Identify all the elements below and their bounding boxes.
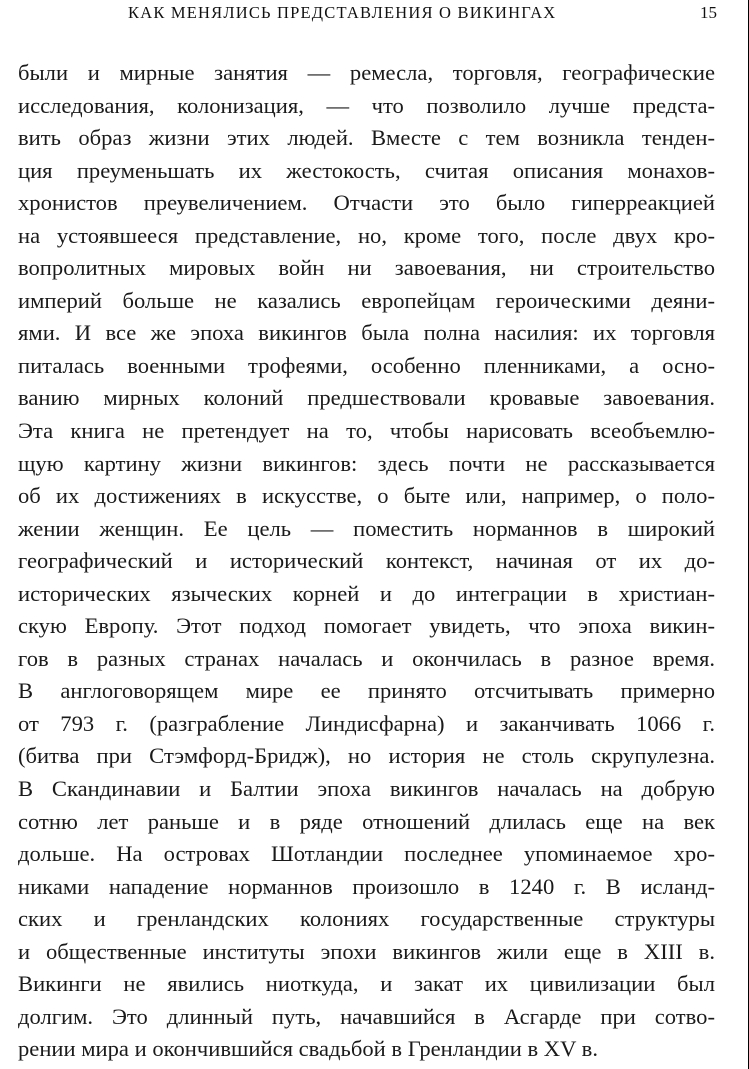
text-line: дольше. На островах Шотландии последнее упоминаемое хро- bbox=[18, 841, 715, 867]
text-line: жении женщин. Ее цель — поместить норманнов в широкий bbox=[18, 515, 715, 541]
text-line: вить образ жизни этих людей. Вместе с тем возникла тенден- bbox=[18, 125, 715, 151]
text-line: исторических языческих корней и до интеграции в христиан- bbox=[18, 580, 715, 606]
text-line: от 793 г. (разграбление Линдисфарна) и заканчивать 1066 г. bbox=[18, 710, 715, 736]
text-line: Эта книга не претендует на то, чтобы нарисовать всеобъемлю- bbox=[18, 418, 715, 444]
text-line: В Скандинавии и Балтии эпоха викингов началась на добрую bbox=[18, 776, 715, 802]
text-line: географический и исторический контекст, начиная от их до- bbox=[18, 548, 715, 574]
text-line: хронистов преувеличением. Отчасти это было гиперреакцией bbox=[18, 190, 715, 216]
text-line: ция преуменьшать их жестокость, считая описания монахов- bbox=[18, 157, 715, 183]
text-line: ских и гренландских колониях государственные структуры bbox=[18, 906, 715, 932]
text-line: на устоявшееся представление, но, кроме того, после двух кро- bbox=[18, 222, 715, 248]
body-text bbox=[18, 57, 715, 1066]
text-line: В англоговорящем мире ее принято отсчитывать примерно bbox=[18, 678, 715, 704]
page-number: 15 bbox=[700, 3, 717, 22]
text-line: питалась военными трофеями, особенно пленниками, а осно- bbox=[18, 352, 715, 378]
text-line: вопролитных мировых войн ни завоевания, ни строительство bbox=[18, 255, 715, 281]
text-line: гов в разных странах началась и окончилась в разное время. bbox=[18, 645, 715, 671]
text-line: никами нападение норманнов произошло в 1240 г. В исланд- bbox=[18, 873, 715, 899]
text-line: и общественные институты эпохи викингов жили еще в XIII в. bbox=[18, 938, 715, 964]
text-line: об их достижениях в искусстве, о быте или, например, о поло- bbox=[18, 483, 715, 509]
text-line: были и мирные занятия — ремесла, торговля, географические bbox=[18, 60, 715, 85]
text-line: сотню лет раньше и в ряде отношений длилась еще на век bbox=[18, 808, 715, 834]
text-line: щую картину жизни викингов: здесь почти не рассказывается bbox=[18, 450, 715, 476]
text-line: ями. И все же эпоха викингов была полна насилия: их торговля bbox=[18, 320, 715, 346]
text-line: исследования, колонизация, — что позволило лучше предста- bbox=[18, 92, 715, 118]
running-header-title: КАК МЕНЯЛИСЬ ПРЕДСТАВЛЕНИЯ О ВИКИНГАХ bbox=[128, 3, 557, 22]
text-line: скую Европу. Этот подход помогает увидеть, что эпоха викин- bbox=[18, 613, 715, 639]
text-line: ванию мирных колоний предшествовали кровавые завоевания. bbox=[18, 385, 715, 411]
text-line: (битва при Стэмфорд-Бридж), но история не столь скрупулезна. bbox=[18, 743, 715, 769]
text-line: империй больше не казались европейцам героическими деяни- bbox=[18, 287, 715, 313]
text-line: Викинги не явились ниоткуда, и закат их цивилизации был bbox=[18, 971, 715, 997]
text-line: рении мира и окончившийся свадьбой в Гренландии в XV в. bbox=[18, 1036, 598, 1062]
text-line: долгим. Это длинный путь, начавшийся в Асгарде при сотво- bbox=[18, 1003, 715, 1029]
